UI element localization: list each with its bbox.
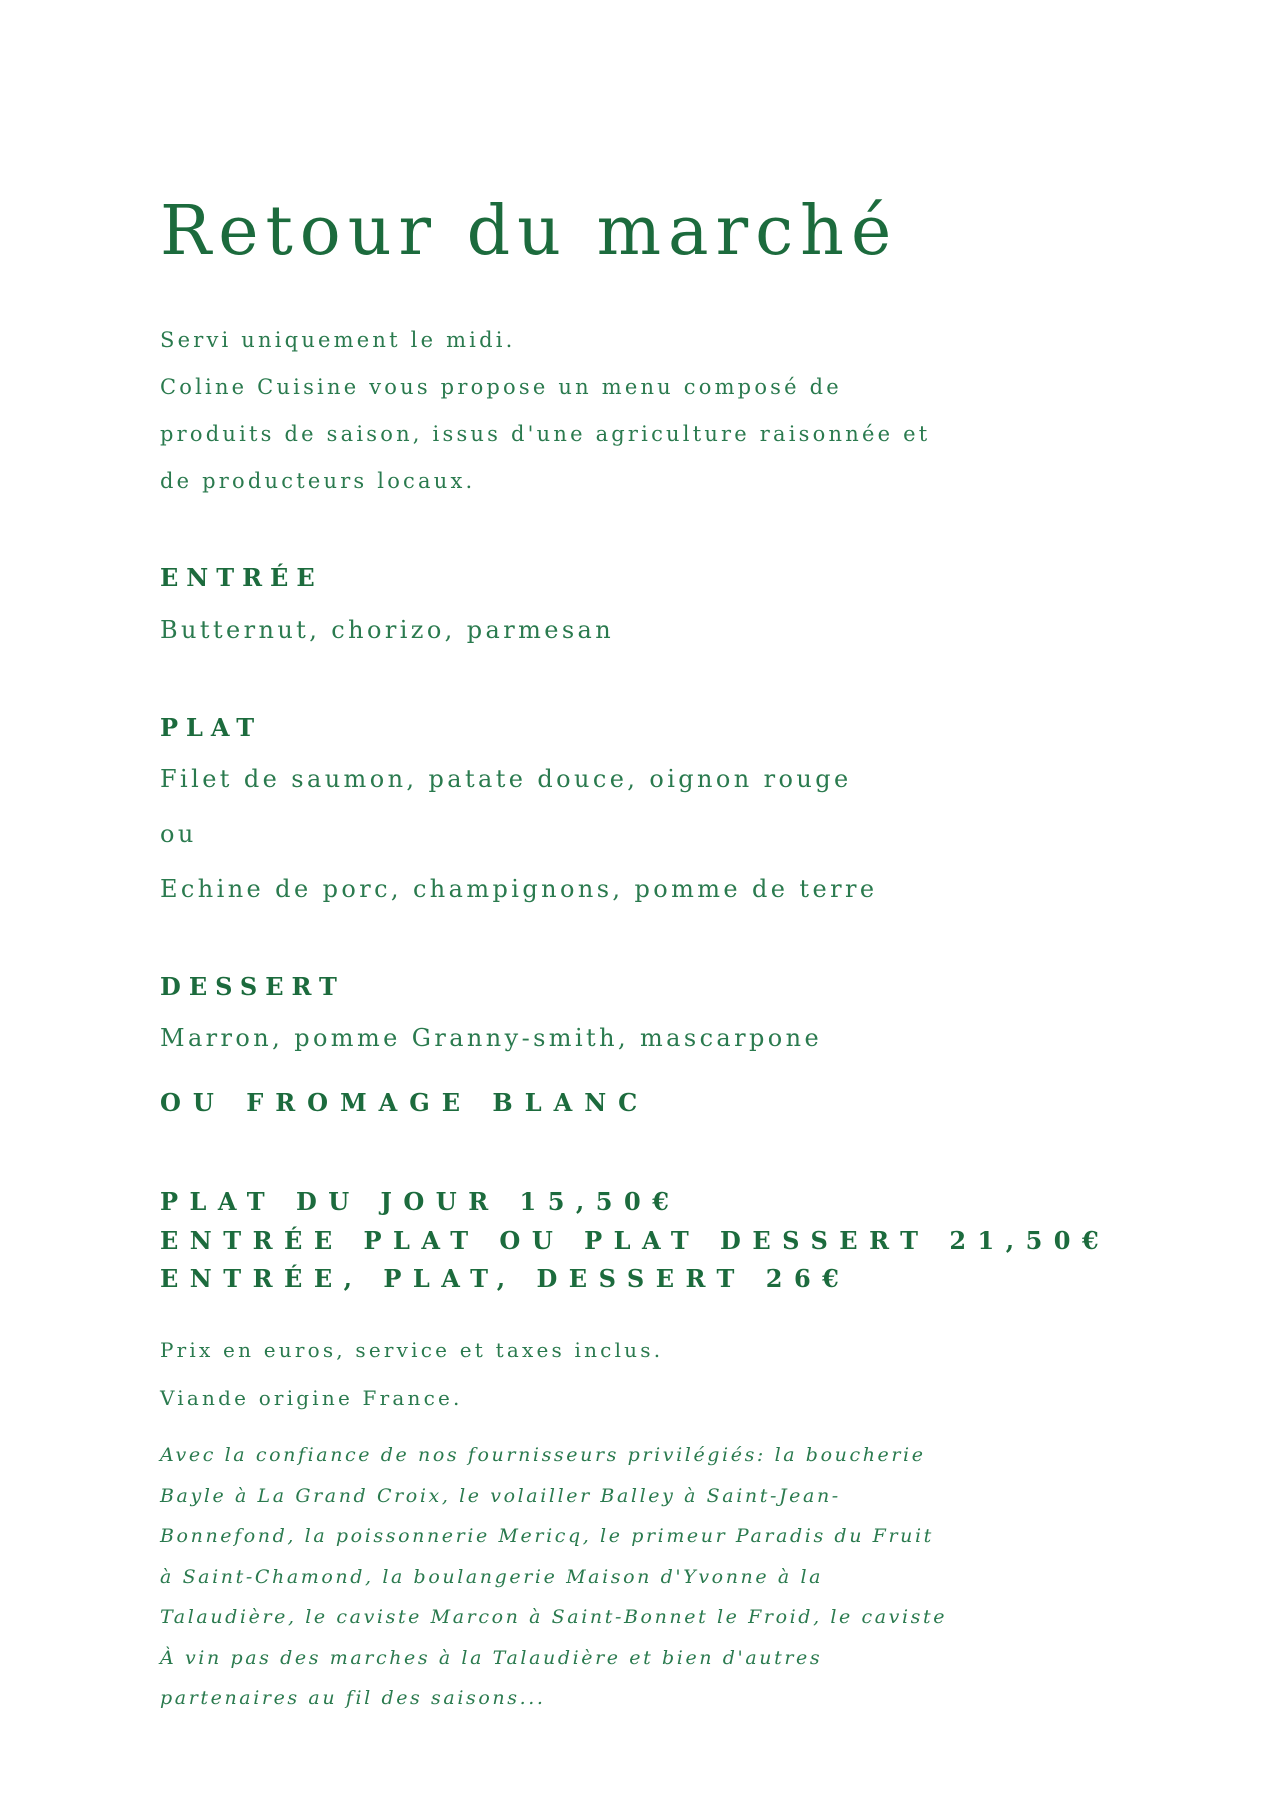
plat-dish-1: Filet de saumon, patate douce, oignon rouge	[160, 765, 852, 793]
dessert-dish: Marron, pomme Granny-smith, mascarpone	[160, 1024, 823, 1052]
suppliers-line: partenaires au fil des saisons...	[160, 1687, 546, 1709]
plat-separator: ou	[160, 820, 197, 848]
section-heading-entree: ENTRÉE	[160, 563, 323, 592]
intro-line: de producteurs locaux.	[160, 469, 476, 493]
suppliers-line: Talaudière, le caviste Marcon à Saint-Bonnet le Froid, le caviste	[160, 1606, 948, 1628]
suppliers-line: Avec la confiance de nos fournisseurs privilégiés: la boucherie	[160, 1444, 926, 1466]
plat-dish-2: Echine de porc, champignons, pomme de terre	[160, 875, 878, 903]
note-line: Prix en euros, service et taxes inclus.	[160, 1338, 664, 1362]
section-heading-dessert: DESSERT	[160, 972, 345, 1001]
price-line: ENTRÉE, PLAT, DESSERT 26€	[160, 1264, 851, 1293]
price-line: ENTRÉE PLAT OU PLAT DESSERT 21,50€	[160, 1226, 1111, 1255]
intro-line: produits de saison, issus d'une agriculture raisonnée et	[160, 422, 931, 446]
suppliers-line: Bonnefond, la poissonnerie Mericq, le primeur Paradis du Fruit	[160, 1525, 934, 1547]
suppliers-line: À vin pas des marches à la Talaudière et bien d'autres	[160, 1647, 823, 1669]
note-line: Viande origine France.	[160, 1386, 463, 1410]
page-title: Retour du marché	[160, 192, 899, 271]
section-heading-plat: PLAT	[160, 713, 263, 742]
price-line: PLAT DU JOUR 15,50€	[160, 1187, 681, 1216]
dessert-alternative: OU FROMAGE BLANC	[160, 1088, 650, 1117]
intro-line: Servi uniquement le midi.	[160, 328, 516, 352]
suppliers-line: Bayle à La Grand Croix, le volailler Balley à Saint-Jean-	[160, 1485, 841, 1507]
suppliers-line: à Saint-Chamond, la boulangerie Maison d'Yvonne à la	[160, 1566, 824, 1588]
intro-line: Coline Cuisine vous propose un menu composé de	[160, 375, 842, 399]
entree-dish: Butternut, chorizo, parmesan	[160, 616, 615, 644]
